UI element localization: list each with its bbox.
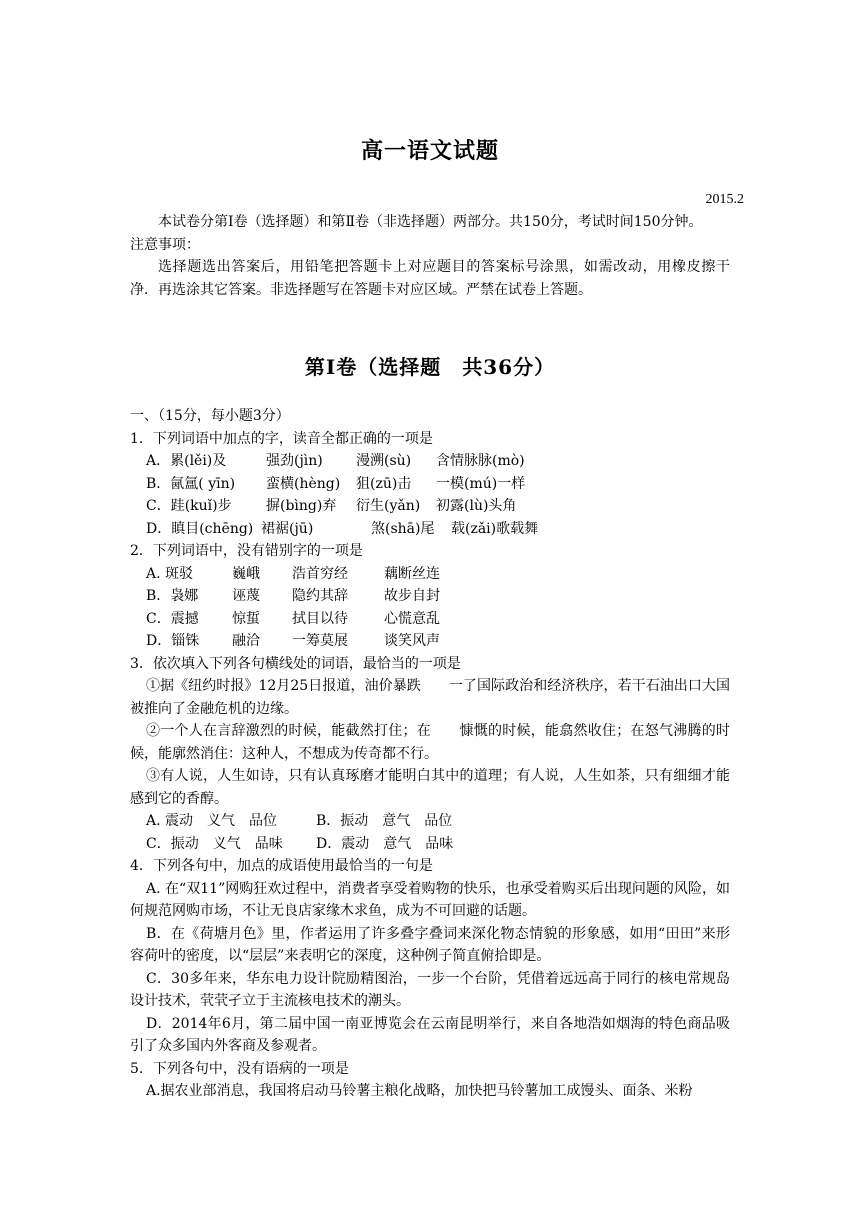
question-1-option-b xyxy=(130,473,730,496)
notice-label: 注意事项： xyxy=(130,236,200,253)
option-cell: 谈笑风声 xyxy=(384,633,440,649)
question-1-option-a xyxy=(130,450,730,473)
question-5-option-a: A.据农业部消息，我国将启动马铃薯主粮化战略，加快把马铃薯加工成馒头、面条、米粉 xyxy=(146,1083,693,1099)
exam-date: 2015.2 xyxy=(705,192,744,207)
option-cell: 惊蜇 xyxy=(232,610,260,627)
option-cell: D．瞋目(chēng) xyxy=(146,520,254,537)
option-cell: 强劲(jìn) xyxy=(266,453,323,469)
option-cell: 狙(zū)击 xyxy=(356,475,412,492)
option-cell: C．震撼 xyxy=(146,610,199,627)
option-cell: A. 震动 义气 品位 xyxy=(146,813,278,829)
option-cell: A．累(lěi)及 xyxy=(146,453,227,469)
question-3-sentence-2: ②一个人在言辞激烈的时候，能截然打住；在 慷慨的时候，能翕然收住；在怒气沸腾的时候，能廓然消住：这种人，不想成为传奇都不行。 xyxy=(130,723,730,762)
question-2-stem: 2．下列词语中，没有错别字的一项是 xyxy=(130,543,363,559)
question-4-option-b: B．在《荷塘月色》里，作者运用了许多叠字叠词来深化物态情貌的形象感，如用“田田”来形容荷叶的密度，以“层层”来表明它的深度，这种例子简直俯拾即是。 xyxy=(130,925,730,964)
question-4-option-c: C．30多年来，华东电力设计院励精图治，一步一个台阶，凭借着远远高于同行的核电常规岛设计技术，茕茕孑立于主流核电技术的潮头。 xyxy=(130,970,730,1009)
question-3-sentence-3: ③有人说，人生如诗，只有认真琢磨才能明白其中的道理；有人说，人生如茶，只有细细才能感到它的香醇。 xyxy=(130,768,730,807)
question-5-stem: 5．下列各句中，没有语病的一项是 xyxy=(130,1060,349,1077)
option-cell: 心慌意乱 xyxy=(384,610,440,627)
question-1-option-d xyxy=(130,518,730,541)
option-cell: B．氤氲( yīn) xyxy=(146,475,236,492)
option-cell: 蛮横(hèng) xyxy=(266,475,341,492)
option-cell: 初露(lù)头角 xyxy=(436,498,517,514)
option-cell: 漫溯(sù) xyxy=(356,453,412,469)
intro-block xyxy=(130,211,730,301)
option-cell: 一筹莫展 xyxy=(292,633,348,649)
option-cell: 巍峨 xyxy=(232,565,260,582)
question-2-option-c xyxy=(130,608,730,631)
option-cell: 一模(mú)一样 xyxy=(436,475,526,492)
option-cell: 含情脉脉(mò) xyxy=(436,453,525,469)
question-2-option-a xyxy=(130,563,730,586)
option-cell: D．震动 意气 品味 xyxy=(316,835,454,852)
question-3-options-ab xyxy=(130,810,730,833)
question-3-stem: 3．依次填入下列各句横线处的词语，最恰当的一项是 xyxy=(130,655,461,672)
option-cell: 载(zǎi)歌载舞 xyxy=(451,520,539,537)
notice-paragraph: 选择题选出答案后，用铅笔把答题卡上对应题目的答案标号涂黑，如需改动，用橡皮擦干净．再选涂其它答案。非选择题写在答题卡对应区域。严禁在试卷上答题。 xyxy=(130,259,730,298)
option-cell: A. 斑驳 xyxy=(146,565,194,582)
option-cell: 煞(shā)尾 xyxy=(371,520,435,537)
option-cell: 故步自封 xyxy=(384,588,440,604)
option-cell: 拭目以待 xyxy=(292,610,348,627)
option-cell: D．锱铢 xyxy=(146,633,200,649)
question-3-sentence-1: ①据《纽约时报》12月25日报道，油价暴跌 一了国际政治和经济秩序，若干石油出口大国被推向了金融危机的边缘。 xyxy=(130,678,730,717)
option-cell: 浩首穷经 xyxy=(292,565,348,582)
question-2-option-b xyxy=(130,585,730,608)
option-cell: C．振动 义气 品味 xyxy=(146,835,283,852)
option-cell: 融洽 xyxy=(232,633,260,649)
option-cell: 隐约其辞 xyxy=(292,588,348,604)
question-4-option-a: A. 在“双11”网购狂欢过程中，消费者享受着购物的快乐，也承受着购买后出现问题的风险，如何规范网购市场，不让无良店家缘木求鱼，成为不可回避的话题。 xyxy=(130,880,730,919)
option-cell: 衍生(yǎn) xyxy=(356,498,421,514)
question-4-stem: 4．下列各句中，加点的成语使用最恰当的一句是 xyxy=(130,858,433,874)
option-cell: 裙裾(jū) xyxy=(261,520,314,537)
question-2-option-d xyxy=(130,630,730,653)
question-4-option-d: D．2014年6月，第二届中国一南亚博览会在云南昆明举行，来自各地浩如烟海的特色商品吸引了众多国内外客商及参观者。 xyxy=(130,1015,730,1054)
questions-block xyxy=(130,405,730,1103)
option-cell: C．跬(kuǐ)步 xyxy=(146,498,232,514)
part-header: 一、（15分，每小题3分） xyxy=(130,408,290,424)
question-3-options-cd xyxy=(130,833,730,856)
section-title: 第Ⅰ卷（选择题 共36分） xyxy=(304,355,556,379)
option-cell: 藕断丝连 xyxy=(384,565,440,582)
document-title: 高一语文试题 xyxy=(360,138,499,164)
option-cell: 摒(bìng)弃 xyxy=(266,498,337,514)
question-1-stem: 1．下列词语中加点的字，读音全都正确的一项是 xyxy=(130,430,433,447)
intro-paragraph: 本试卷分第Ⅰ卷（选择题）和第Ⅱ卷（非选择题）两部分。共150分，考试时间150分钟。 xyxy=(158,214,703,230)
option-cell: B．袅娜 xyxy=(146,588,199,604)
option-cell: B．振动 意气 品位 xyxy=(316,813,453,829)
question-1-option-c xyxy=(130,495,730,518)
option-cell: 诬蔑 xyxy=(232,588,260,604)
